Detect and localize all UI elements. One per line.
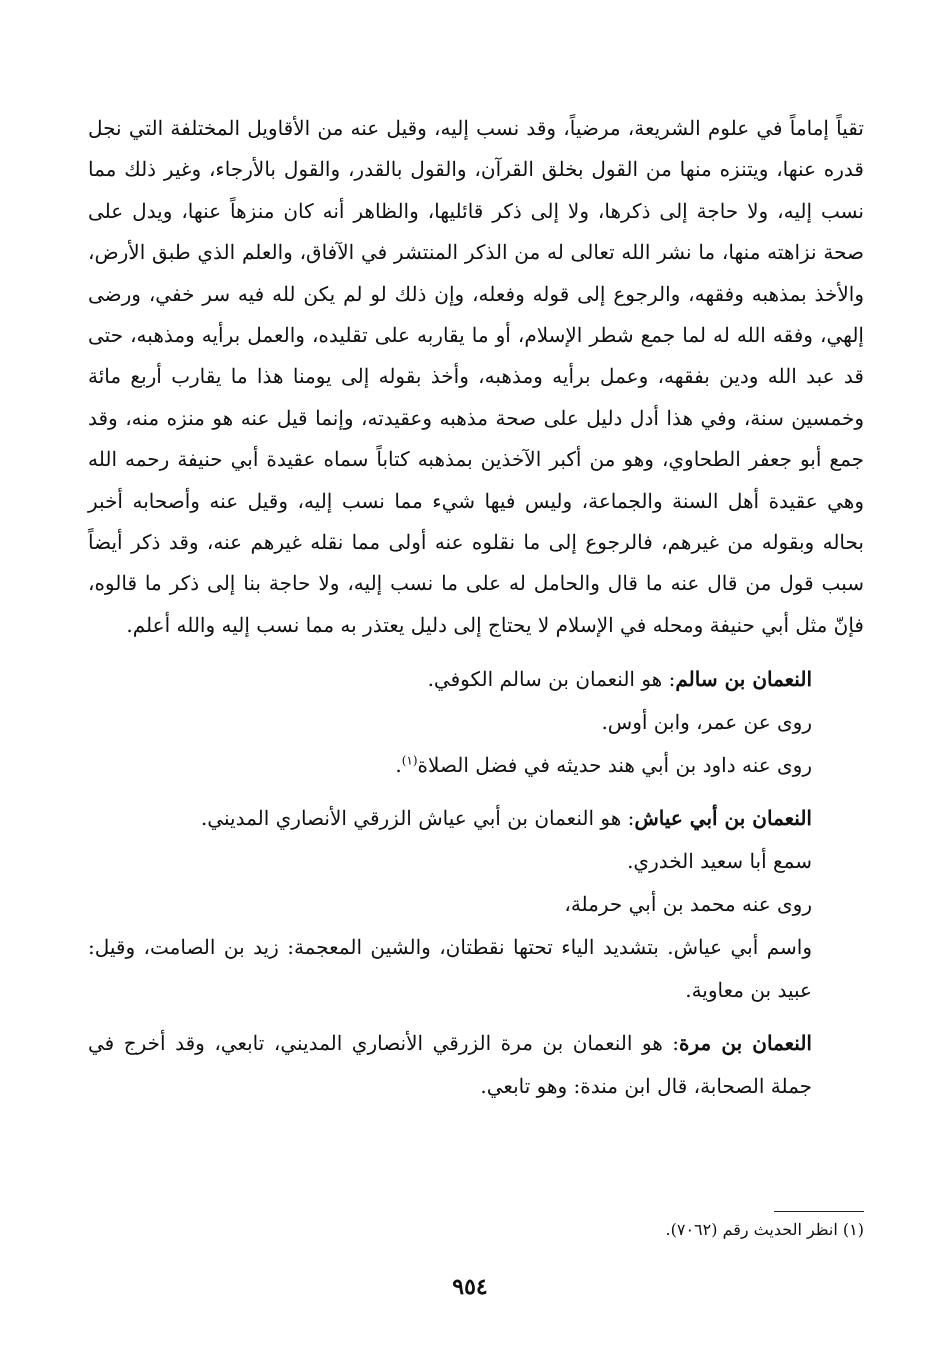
entry-numan-bin-abi-ayyash	[88, 797, 864, 1012]
entry-line: سمع أبا سعيد الخدري.	[627, 849, 812, 874]
entry-line: روى عنه داود بن أبي هند حديثه في فضل الصلاة	[417, 753, 812, 778]
entry-first-line	[88, 658, 864, 701]
entry-line: هو النعمان بن أبي عياش الزرقي الأنصاري المديني.	[200, 806, 622, 831]
entry-line-with-footnote	[88, 744, 864, 787]
entry-heading: النعمان بن أبي عياش	[634, 806, 812, 831]
entry-line: هو النعمان بن سالم الكوفي.	[427, 667, 663, 692]
entry-separator: :	[662, 667, 676, 692]
entry-first-line	[88, 797, 864, 840]
entry-separator: :	[662, 1031, 680, 1056]
entry-line: هو النعمان بن مرة الزرقي الأنصاري المديني، تابعي، وقد أخرج في جملة الصحابة، قال ابن مندة: وهو تابعي.	[88, 1031, 812, 1099]
main-paragraph: تقياً إماماً في علوم الشريعة، مرضياً، وقد نسب إليه، وقيل عنه من الأقاويل المختلفة التي نجل قدره عنها، ويتنزه منها من القول بخلق القرآن، والقول بالقدر، والقول بالأرجاء، وغير ذلك مما نسب إليه، ولا حاجة إلى ذكرها، ولا إلى ذكر قائليها، والظاهر أنه كان منزهاً عنها، ويدل على صحة نزاهته منها، ما نشر الله تعالى له من الذكر المنتشر في الآفاق، والعلم الذي طبق الأرض، والأخذ بمذهبه وفقهه، والرجوع إلى قوله وفعله، وإن ذلك لو لم يكن لله فيه سر خفي، ورضى إلهي، وفقه الله له لما جمع شطر الإسلام، أو ما يقاربه على تقليده، والعمل برأيه ومذهبه، حتى قد عبد الله ودين بفقهه، وعمل برأيه ومذهبه، وأخذ بقوله إلى يومنا هذا ما يقارب أربع مائة وخمسين سنة، وفي هذا أدل دليل على صحة مذهبه وعقيدته، وإنما قيل عنه هو منزه منه، وقد جمع أبو جعفر الطحاوي، وهو من أكبر الآخذين بمذهبه كتاباً سماه عقيدة أبي حنيفة رحمه الله وهي عقيدة أهل السنة والجماعة، وليس فيها شيء مما نسب إليه، وقيل عنه وأصحابه أخبر بحاله وبقوله من غيرهم، فالرجوع إلى ما نقلوه عنه أولى مما نقله غيرهم عنه، وقد ذكر أيضاً سبب قول من قال عنه ما قال والحامل له على ما نسب إليه، ولا حاجة بنا إلى ذكر ما قالوه، فإنّ مثل أبي حنيفة ومحله في الإسلام لا يحتاج إلى دليل يعتذر به مما نسب إليه والله أعلم.	[88, 116, 864, 637]
footnote-reference[interactable]: (١)	[401, 753, 418, 768]
entry-line: روى عن عمر، وابن أوس.	[601, 710, 812, 735]
footnote-divider	[774, 1211, 864, 1212]
page-body	[88, 108, 864, 1118]
entry-first-line	[88, 1022, 864, 1108]
entry-heading: النعمان بن مرة	[679, 1031, 812, 1056]
page-number: ٩٥٤	[452, 1274, 488, 1300]
entry-heading: النعمان بن سالم	[675, 667, 812, 692]
entry-line: روى عنه محمد بن أبي حرملة،	[564, 892, 812, 917]
entry-numan-bin-salim	[88, 658, 864, 787]
footnote: (١) انظر الحديث رقم (٧٠٦٢).	[665, 1220, 864, 1239]
entry-line-end: .	[395, 753, 402, 778]
entry-line: واسم أبي عياش. بتشديد الياء تحتها نقطتان، والشين المعجمة: زيد بن الصامت، وقيل: عبيد بن معاوية.	[88, 935, 812, 1003]
entry-separator: :	[621, 806, 635, 831]
entry-numan-bin-murra	[88, 1022, 864, 1108]
